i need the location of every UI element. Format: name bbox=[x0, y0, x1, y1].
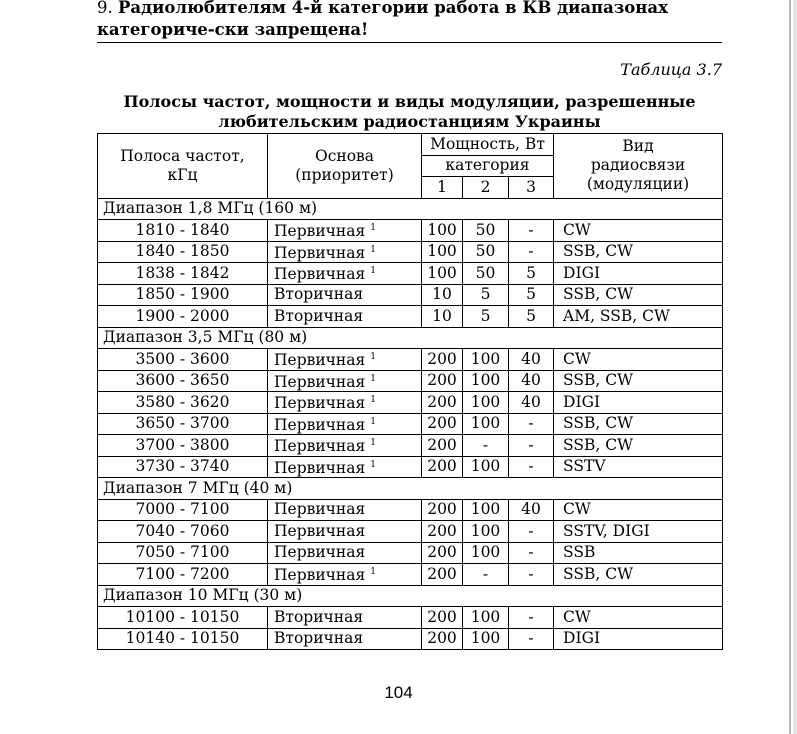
cell-band: 3650 - 3700 bbox=[98, 413, 268, 435]
cell-band: 1810 - 1840 bbox=[98, 220, 268, 242]
intro-text: Радиолюбителям 4-й категории работа в КВ диапазонах категориче-ски запрещена! bbox=[97, 0, 668, 39]
cell-band: 7050 - 7100 bbox=[98, 542, 268, 564]
table-row bbox=[98, 499, 723, 521]
table-row bbox=[98, 241, 723, 263]
cell-mode: CW bbox=[554, 607, 723, 629]
cell-power-cat2: 100 bbox=[463, 499, 509, 521]
cell-power-cat3: 40 bbox=[509, 370, 554, 392]
cell-power-cat2: 100 bbox=[463, 521, 509, 543]
cell-mode: SSB, CW bbox=[554, 284, 723, 306]
cell-mode: DIGI bbox=[554, 392, 723, 414]
viewer-border bbox=[789, 0, 791, 734]
table-caption: Полосы частот, мощности и виды модуляции, разрешенные любительским радиостанциям Украины bbox=[123, 92, 696, 131]
band-section-title: Диапазон 3,5 МГц (80 м) bbox=[98, 327, 723, 349]
cell-power-cat3: - bbox=[509, 220, 554, 242]
cell-power-cat2: - bbox=[463, 564, 509, 586]
header-category: категория bbox=[422, 155, 554, 177]
base-text: Вторичная bbox=[274, 607, 364, 626]
band-section-row bbox=[98, 198, 723, 220]
cell-band: 3700 - 3800 bbox=[98, 435, 268, 457]
cell-mode: SSB, CW bbox=[554, 241, 723, 263]
cell-base bbox=[268, 435, 422, 457]
cell-power-cat1: 200 bbox=[422, 607, 463, 629]
cell-power-cat2: 100 bbox=[463, 607, 509, 629]
cell-power-cat1: 200 bbox=[422, 499, 463, 521]
intro-number: 9. bbox=[97, 0, 113, 17]
footnote-marker: 1 bbox=[370, 438, 376, 449]
cell-power-cat2: 100 bbox=[463, 349, 509, 371]
band-section-row bbox=[98, 327, 723, 349]
footnote-marker: 1 bbox=[370, 416, 376, 427]
base-text: Первичная bbox=[274, 243, 366, 262]
viewer-scrollbar-edge bbox=[793, 0, 797, 734]
cell-band: 3730 - 3740 bbox=[98, 456, 268, 478]
cell-mode: CW bbox=[554, 499, 723, 521]
cell-power-cat1: 10 bbox=[422, 284, 463, 306]
cell-base bbox=[268, 542, 422, 564]
cell-mode: SSB, CW bbox=[554, 370, 723, 392]
band-section-row bbox=[98, 478, 723, 500]
cell-power-cat3: - bbox=[509, 628, 554, 650]
cell-base bbox=[268, 607, 422, 629]
table-row bbox=[98, 628, 723, 650]
cell-band: 1850 - 1900 bbox=[98, 284, 268, 306]
header-base: Основа (приоритет) bbox=[268, 134, 422, 199]
frequency-table bbox=[97, 133, 723, 650]
cell-power-cat1: 10 bbox=[422, 306, 463, 328]
cell-band: 1840 - 1850 bbox=[98, 241, 268, 263]
table-row bbox=[98, 413, 723, 435]
cell-power-cat2: 100 bbox=[463, 413, 509, 435]
cell-power-cat2: 50 bbox=[463, 220, 509, 242]
footnote-marker: 1 bbox=[370, 244, 376, 255]
cell-mode: AM, SSB, CW bbox=[554, 306, 723, 328]
header-cat-2: 2 bbox=[463, 177, 509, 199]
base-text: Первичная bbox=[274, 543, 366, 562]
cell-base bbox=[268, 284, 422, 306]
cell-band: 1900 - 2000 bbox=[98, 306, 268, 328]
table-row bbox=[98, 435, 723, 457]
table-row bbox=[98, 284, 723, 306]
cell-base bbox=[268, 241, 422, 263]
table-row bbox=[98, 263, 723, 285]
cell-power-cat2: 50 bbox=[463, 241, 509, 263]
base-text: Первичная bbox=[274, 372, 366, 391]
table-row bbox=[98, 220, 723, 242]
base-text: Первичная bbox=[274, 351, 366, 370]
cell-band: 1838 - 1842 bbox=[98, 263, 268, 285]
cell-power-cat2: 100 bbox=[463, 392, 509, 414]
cell-power-cat3: - bbox=[509, 413, 554, 435]
header-mode: Вид радиосвязи (модуляции) bbox=[554, 134, 723, 199]
cell-power-cat1: 200 bbox=[422, 521, 463, 543]
table-row bbox=[98, 370, 723, 392]
table-row bbox=[98, 392, 723, 414]
cell-power-cat1: 200 bbox=[422, 564, 463, 586]
divider bbox=[97, 42, 722, 43]
cell-band: 10100 - 10150 bbox=[98, 607, 268, 629]
cell-base bbox=[268, 220, 422, 242]
cell-power-cat1: 100 bbox=[422, 241, 463, 263]
footnote-marker: 1 bbox=[370, 459, 376, 470]
cell-power-cat3: - bbox=[509, 564, 554, 586]
table-row bbox=[98, 607, 723, 629]
cell-mode: SSB, CW bbox=[554, 564, 723, 586]
cell-power-cat2: 100 bbox=[463, 628, 509, 650]
cell-power-cat2: 50 bbox=[463, 263, 509, 285]
cell-power-cat1: 100 bbox=[422, 220, 463, 242]
cell-power-cat2: 100 bbox=[463, 370, 509, 392]
cell-power-cat3: 5 bbox=[509, 284, 554, 306]
cell-band: 7040 - 7060 bbox=[98, 521, 268, 543]
cell-base bbox=[268, 499, 422, 521]
band-section-title: Диапазон 1,8 МГц (160 м) bbox=[98, 198, 723, 220]
base-text: Первичная bbox=[274, 265, 366, 284]
cell-power-cat1: 200 bbox=[422, 392, 463, 414]
cell-base bbox=[268, 370, 422, 392]
cell-power-cat3: - bbox=[509, 542, 554, 564]
base-text: Первичная bbox=[274, 415, 366, 434]
cell-power-cat3: 5 bbox=[509, 263, 554, 285]
table-row bbox=[98, 306, 723, 328]
cell-power-cat3: 40 bbox=[509, 392, 554, 414]
cell-power-cat1: 100 bbox=[422, 263, 463, 285]
base-text: Первичная bbox=[274, 458, 366, 477]
cell-power-cat3: 5 bbox=[509, 306, 554, 328]
cell-band: 7000 - 7100 bbox=[98, 499, 268, 521]
cell-mode: CW bbox=[554, 220, 723, 242]
cell-base bbox=[268, 413, 422, 435]
base-text: Первичная bbox=[274, 566, 366, 585]
cell-base bbox=[268, 392, 422, 414]
cell-base bbox=[268, 349, 422, 371]
table-row bbox=[98, 564, 723, 586]
table-row bbox=[98, 456, 723, 478]
footnote-marker: 1 bbox=[370, 352, 376, 363]
base-text: Первичная bbox=[274, 394, 366, 413]
cell-power-cat1: 200 bbox=[422, 349, 463, 371]
page-number: 104 bbox=[384, 683, 413, 702]
cell-mode: DIGI bbox=[554, 263, 723, 285]
header-power: Мощность, Вт bbox=[422, 134, 554, 156]
table-label: Таблица 3.7 bbox=[620, 60, 722, 79]
cell-power-cat1: 200 bbox=[422, 435, 463, 457]
cell-mode: SSTV, DIGI bbox=[554, 521, 723, 543]
footnote-marker: 1 bbox=[370, 223, 376, 234]
cell-power-cat1: 200 bbox=[422, 456, 463, 478]
cell-power-cat3: - bbox=[509, 521, 554, 543]
cell-power-cat1: 200 bbox=[422, 628, 463, 650]
cell-power-cat3: - bbox=[509, 435, 554, 457]
table-row bbox=[98, 542, 723, 564]
cell-power-cat3: - bbox=[509, 607, 554, 629]
cell-power-cat1: 200 bbox=[422, 370, 463, 392]
cell-power-cat1: 200 bbox=[422, 413, 463, 435]
table-row bbox=[98, 349, 723, 371]
cell-base bbox=[268, 628, 422, 650]
base-text: Первичная bbox=[274, 521, 366, 540]
band-section-row bbox=[98, 585, 723, 607]
cell-mode: CW bbox=[554, 349, 723, 371]
base-text: Первичная bbox=[274, 437, 366, 456]
cell-mode: DIGI bbox=[554, 628, 723, 650]
band-section-title: Диапазон 7 МГц (40 м) bbox=[98, 478, 723, 500]
cell-base bbox=[268, 564, 422, 586]
cell-base bbox=[268, 456, 422, 478]
cell-base bbox=[268, 521, 422, 543]
cell-power-cat2: 100 bbox=[463, 456, 509, 478]
header-band: Полоса частот, кГц bbox=[98, 134, 268, 199]
cell-band: 7100 - 7200 bbox=[98, 564, 268, 586]
cell-power-cat3: - bbox=[509, 456, 554, 478]
cell-mode: SSTV bbox=[554, 456, 723, 478]
cell-base bbox=[268, 263, 422, 285]
cell-mode: SSB bbox=[554, 542, 723, 564]
cell-power-cat3: 40 bbox=[509, 499, 554, 521]
header-cat-1: 1 bbox=[422, 177, 463, 199]
base-text: Вторичная bbox=[274, 306, 364, 325]
cell-mode: SSB, CW bbox=[554, 435, 723, 457]
intro-paragraph bbox=[97, 0, 727, 41]
cell-band: 3580 - 3620 bbox=[98, 392, 268, 414]
cell-power-cat2: - bbox=[463, 435, 509, 457]
footnote-marker: 1 bbox=[370, 567, 376, 578]
base-text: Первичная bbox=[274, 500, 366, 519]
cell-power-cat2: 5 bbox=[463, 284, 509, 306]
cell-power-cat3: - bbox=[509, 241, 554, 263]
header-cat-3: 3 bbox=[509, 177, 554, 199]
cell-power-cat3: 40 bbox=[509, 349, 554, 371]
cell-power-cat2: 100 bbox=[463, 542, 509, 564]
base-text: Вторичная bbox=[274, 629, 364, 648]
cell-band: 3500 - 3600 bbox=[98, 349, 268, 371]
cell-band: 10140 - 10150 bbox=[98, 628, 268, 650]
footnote-marker: 1 bbox=[370, 373, 376, 384]
base-text: Вторичная bbox=[274, 285, 364, 304]
footnote-marker: 1 bbox=[370, 395, 376, 406]
footnote-marker: 1 bbox=[370, 266, 376, 277]
cell-mode: SSB, CW bbox=[554, 413, 723, 435]
cell-power-cat1: 200 bbox=[422, 542, 463, 564]
cell-power-cat2: 5 bbox=[463, 306, 509, 328]
cell-base bbox=[268, 306, 422, 328]
table-row bbox=[98, 521, 723, 543]
base-text: Первичная bbox=[274, 222, 366, 241]
band-section-title: Диапазон 10 МГц (30 м) bbox=[98, 585, 723, 607]
cell-band: 3600 - 3650 bbox=[98, 370, 268, 392]
